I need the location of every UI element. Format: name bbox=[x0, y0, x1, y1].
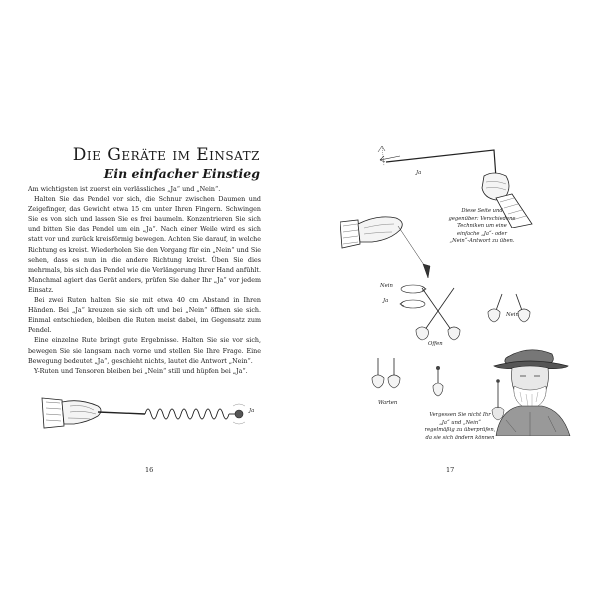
label-warten: Warten bbox=[378, 400, 398, 406]
right-page bbox=[300, 0, 600, 600]
label-ja-left: Ja bbox=[383, 298, 389, 304]
paragraph: Y-Ruten und Tensoren bleiben bei „Nein“ still und hüpfen bei „Ja“. bbox=[34, 367, 248, 375]
hand-pendulum-illustration bbox=[340, 202, 440, 284]
page-title: Die Geräte im Einsatz bbox=[72, 145, 260, 165]
paragraph: Bei zwei Ruten halten Sie sie mit etwa 40 cm Abstand in Ihren Händen. Bei „Ja“ kreuzen sie sich oft und bei „Nein“ öffnen sie sich. Einmal entschieden, bleiben die Ruten meist dabei, im Gegensatz zum Pendel. bbox=[28, 297, 261, 335]
hands-waiting-illustration bbox=[366, 356, 406, 396]
illustration-label-ja: Ja bbox=[249, 408, 255, 414]
hand-tensor-illustration bbox=[40, 388, 260, 438]
single-rod-illustration bbox=[430, 364, 446, 400]
caption-bottom: Vergessen Sie nicht Ihr „Ja“ und „Nein“ regelmäßig zu überprüfen, da sie sich ändern können bbox=[424, 412, 496, 441]
paragraph: Eine einzelne Rute bringt gute Ergebnisse. Halten Sie sie vor sich, bewegen Sie sie langsam nach vorne und stellen Sie Ihre Frage. Eine Bewegung bedeutet „Ja“, geschieht nichts, lautet die Antwort „Nein“. bbox=[28, 337, 261, 365]
caption-side: Diese Seite und gegenüber: Verschiedene Techniken um eine einfache „Ja“- oder „Nein“-Antwort zu üben. bbox=[448, 208, 516, 244]
page-number: 16 bbox=[145, 466, 154, 474]
label-nein-right: Nein bbox=[506, 312, 519, 318]
label-offen: Offen bbox=[428, 341, 443, 347]
page-subtitle: Ein einfacher Einstieg bbox=[103, 166, 260, 181]
label-nein-left: Nein bbox=[380, 283, 393, 289]
paragraph: Am wichtigsten ist zuerst ein verlässliches „Ja“ und „Nein“. bbox=[28, 186, 221, 193]
page-number: 17 bbox=[446, 466, 455, 474]
label-ja-top: Ja bbox=[416, 170, 422, 176]
body-text bbox=[28, 185, 261, 377]
rods-open-illustration bbox=[484, 288, 534, 324]
dowser-man-illustration bbox=[486, 336, 576, 436]
paragraph: Halten Sie das Pendel vor sich, die Schnur zwischen Daumen und Zeigefinger, das Gewicht etwa 15 cm unter Ihren Fingern. Schwingen Sie es von sich und lassen Sie es frei baumeln. Konzentrieren Sie sich und bitten Sie das Pendel um ein „Ja“. Nach einer Weile wird es sich statt vor und zurück kreisförmig bewegen. Achten Sie darauf, in welche Richtung es kreist. Wiederholen Sie den Vorgang für ein „Nein“ und Sie sehen, dass es nun in die andere Richtung kreist. Üben Sie dies mehrmals, bis sich das Pendel wie die Verlängerung Ihrer Hand anfühlt. Manchmal agiert das Gerät anders, prüfen Sie daher Ihr „Ja“ vor jedem Einsatz. bbox=[28, 196, 261, 294]
